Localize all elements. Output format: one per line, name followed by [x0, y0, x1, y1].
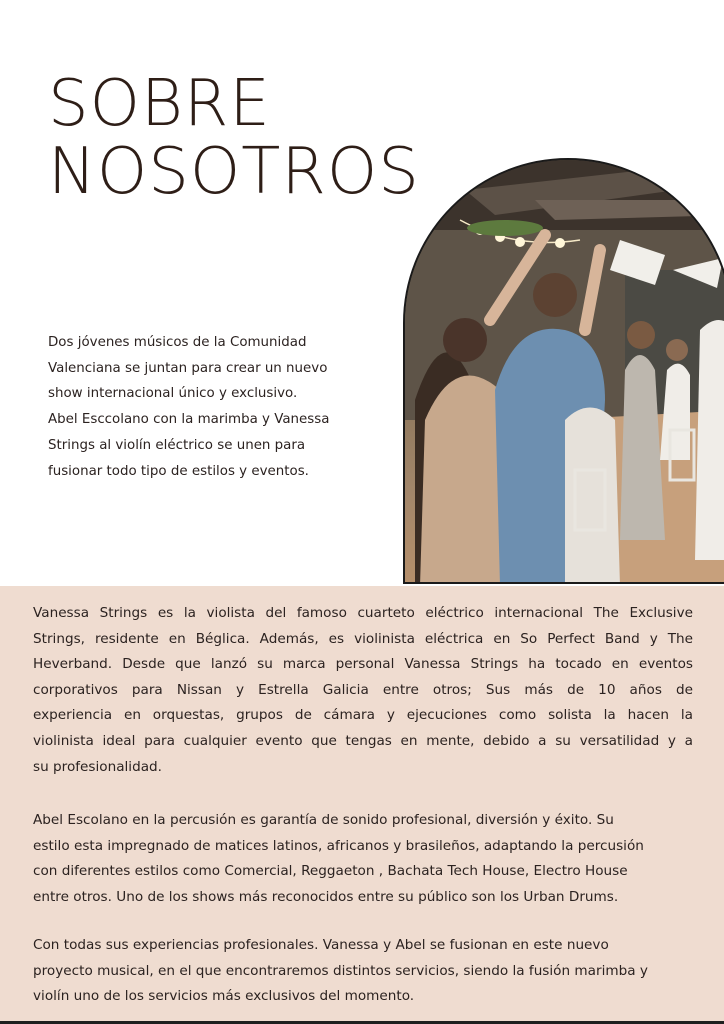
bio-line: proyecto musical, en el que encontraremos distintos servicios, siendo la fusión marimba y	[33, 962, 648, 979]
bio-line: Vanessa Strings es la violista del famoso cuarteto eléctrico internacional The Exclusive	[33, 605, 693, 621]
intro-paragraph	[48, 330, 378, 484]
page-title-line-1: SOBRE	[48, 67, 271, 141]
party-photo-icon	[405, 160, 724, 584]
intro-line: show internacional único y exclusivo.	[48, 386, 298, 402]
page-title-line-2: NOSOTROS	[48, 135, 420, 209]
bio-line: Heverband. Desde que lanzó su marca personal Vanessa Strings ha tocado en eventos	[33, 656, 693, 673]
fusion-paragraph	[33, 933, 693, 1010]
bio-line: entre otros. Uno de los shows más reconocidos entre su público son los Urban Drums.	[33, 888, 619, 905]
bio-line: su profesionalidad.	[33, 758, 162, 775]
bio-line: violinista ideal para cualquier evento que tengas en mente, debido a su versatilidad y a	[33, 732, 693, 749]
bio-line: Abel Escolano en la percusión es garantía de sonido profesional, diversión y éxito. Su	[33, 812, 614, 828]
page-title	[48, 67, 420, 209]
abel-bio-paragraph	[33, 808, 693, 910]
intro-line: Abel Esccolano con la marimba y Vanessa	[48, 412, 330, 428]
bio-line: violín uno de los servicios más exclusivos del momento.	[33, 988, 415, 1005]
intro-line: fusionar todo tipo de estilos y eventos.	[48, 463, 309, 479]
intro-line: Dos jóvenes músicos de la Comunidad	[48, 335, 307, 350]
bio-line: Con todas sus experiencias profesionales. Vanessa y Abel se fusionan en este nuevo	[33, 937, 609, 953]
bio-line: estilo esta impregnado de matices latinos, africanos y brasileños, adaptando la percusión	[33, 837, 644, 854]
intro-line: Valenciana se juntan para crear un nuevo	[48, 360, 328, 376]
vanessa-bio-paragraph	[33, 601, 693, 780]
biography-section	[0, 586, 724, 1024]
bio-line: corporativos para Nissan y Estrella Galicia entre otros; Sus más de 10 años de	[33, 681, 693, 698]
bio-line: con diferentes estilos como Comercial, Reggaeton , Bachata Tech House, Electro House	[33, 863, 628, 880]
bio-line: experiencia en orquestas, grupos de cámara y ejecuciones como solista la hacen la	[33, 707, 693, 724]
bio-line: Strings, residente en Béglica. Además, es violinista eléctrica en So Perfect Band y The	[33, 630, 693, 647]
event-photo	[403, 158, 724, 584]
intro-line: Strings al violín eléctrico se unen para	[48, 437, 306, 453]
